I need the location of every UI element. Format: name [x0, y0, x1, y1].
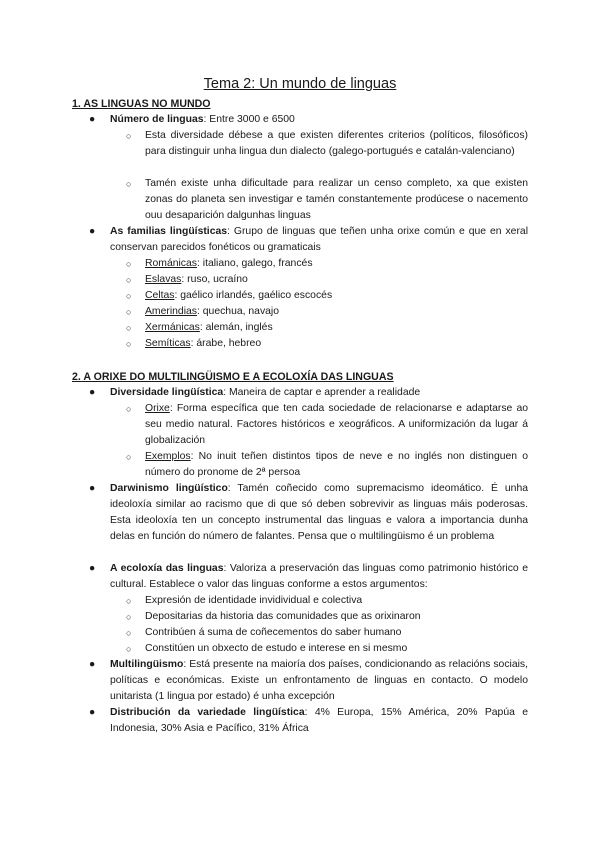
sub-label: Orixe — [145, 403, 170, 414]
sub-bullet-text: : Forma específica que ten cada sociedade de relacionarse e adaptarse ao seu medio natural. Factores históricos e xeográficos. A uniformización da lugar á globalización — [145, 403, 528, 446]
ecoloxia-item-text: Constitúen un obxecto de estudo e interese en si mesmo — [145, 643, 408, 654]
bullet-dot-icon: ● — [89, 659, 96, 670]
familia-item — [126, 304, 528, 320]
bullet-circle-icon: ○ — [126, 323, 132, 333]
bullet-dot-icon: ● — [89, 563, 96, 574]
term-label: A ecoloxía das linguas — [110, 563, 224, 574]
bullet-dot-icon: ● — [89, 483, 96, 494]
term-label: Número de linguas — [110, 114, 204, 125]
term-text: : 4% Europa, 15% América, 20% Papúa e Indonesia, 30% Asia e Pacífico, 31% África — [110, 707, 528, 734]
ecoloxia-item — [126, 593, 528, 609]
bullet-circle-icon: ○ — [126, 452, 132, 462]
familia-text: : ruso, ucraíno — [181, 274, 248, 285]
sub-bullet-text: Esta diversidade débese a que existen diferentes criterios (políticos, filosóficos) para distinguir unha lingua dun dialecto (galego-portugués e catalán-valenciano) — [145, 130, 528, 157]
sub-bullet-exemplos — [126, 449, 528, 481]
bullet-diversidade — [89, 385, 528, 401]
familia-text: : gaélico irlandés, gaélico escocés — [174, 290, 333, 301]
bullet-circle-icon: ○ — [126, 628, 132, 638]
sub-bullet-orixe — [126, 401, 528, 449]
bullet-dot-icon: ● — [89, 707, 96, 718]
bullet-dot-icon: ● — [89, 226, 96, 237]
familia-text: : italiano, galego, francés — [196, 258, 313, 269]
sub-bullet-censo — [126, 176, 528, 224]
term-label: Multilingüismo — [110, 659, 184, 670]
ecoloxia-item-text: Contribúen á suma de coñecementos do saber humano — [145, 627, 402, 638]
bullet-familias — [89, 224, 529, 256]
bullet-circle-icon: ○ — [126, 404, 132, 414]
term-text: : Tamén coñecido como supremacismo ideomático. É unha ideoloxía similar ao racismo que di que só deben sobrevivir as linguas máis poderosas. Esta ideoloxía ten un concepto instrumental das linguas e valora a importancia dunha delas en función do número de falantes. Pensa que o multilingüismo é un problema — [110, 483, 529, 542]
familia-name: Amerindias — [145, 306, 197, 317]
bullet-darwinismo — [89, 481, 529, 545]
bullet-circle-icon: ○ — [126, 179, 132, 189]
familia-text: : quechua, navajo — [196, 306, 280, 317]
familia-item — [126, 272, 528, 288]
familia-text: : alemán, inglés — [199, 322, 273, 333]
familia-name: Eslavas — [145, 274, 182, 285]
ecoloxia-item — [126, 609, 528, 625]
familia-name: Celtas — [145, 290, 175, 301]
bullet-circle-icon: ○ — [126, 612, 132, 622]
familia-name: Románicas — [145, 258, 197, 269]
sub-bullet-text: Tamén existe unha dificultade para realizar un censo completo, xa que existen zonas do planeta sen investigar e tamén constantemente prodúcese o nacemento ouu desaparición dalgunhas linguas — [145, 178, 528, 221]
term-label: Diversidade lingüística — [110, 387, 224, 398]
section-1-heading: 1. AS LINGUAS NO MUNDO — [72, 98, 211, 110]
ecoloxia-item-text: Expresión de identidade invidividual e colectiva — [145, 595, 363, 606]
bullet-circle-icon: ○ — [126, 291, 132, 301]
bullet-ecoloxia — [89, 561, 528, 593]
bullet-distribucion — [89, 705, 528, 737]
term-text: : Valoriza a preservación das linguas como patrimonio histórico e cultural. Establece o valor das linguas conforme a estos argumentos: — [110, 563, 528, 590]
term-label: Darwinismo lingüístico — [110, 483, 228, 494]
term-text: : Entre 3000 e 6500 — [203, 114, 295, 125]
bullet-circle-icon: ○ — [126, 307, 132, 317]
sub-bullet-text: : No inuit teñen distintos tipos de neve e no inglés non distinguen o número do pronome de 2ª persoa — [145, 451, 528, 478]
sub-label: Exemplos — [145, 451, 191, 462]
term-text: : Está presente na maioría dos países, condicionando as relacións sociais, políticas e económicas. Existe un enfrontamento de linguas en contacto. O modelo unitarista (1 lingua por estado) é unha excepción — [110, 659, 528, 702]
term-text: : Maneira de captar e aprender a realidade — [223, 387, 421, 398]
familia-item — [126, 288, 528, 304]
familia-name: Semíticas — [145, 338, 191, 349]
ecoloxia-item — [126, 625, 528, 641]
term-text: : Grupo de linguas que teñen unha orixe común e que en xeral conservan parecidos fonéticos ou gramaticais — [110, 226, 529, 253]
familia-item — [126, 336, 528, 352]
term-label: Distribución da variedade lingüística — [110, 707, 305, 718]
familia-item — [126, 256, 528, 272]
bullet-dot-icon: ● — [89, 114, 96, 125]
bullet-circle-icon: ○ — [126, 259, 132, 269]
bullet-circle-icon: ○ — [126, 131, 132, 141]
ecoloxia-item — [126, 641, 528, 657]
section-2-heading: 2. A ORIXE DO MULTILINGÜISMO E A ECOLOXÍA DAS LINGUAS — [72, 371, 394, 383]
term-label: As familias lingüísticas — [110, 226, 228, 237]
bullet-numero-linguas — [89, 112, 528, 128]
bullet-multilinguismo — [89, 657, 528, 705]
page-title: Tema 2: Un mundo de linguas — [203, 76, 397, 92]
bullet-circle-icon: ○ — [126, 275, 132, 285]
bullet-dot-icon: ● — [89, 387, 96, 398]
familia-item — [126, 320, 528, 336]
bullet-circle-icon: ○ — [126, 644, 132, 654]
familia-text: : árabe, hebreo — [190, 338, 262, 349]
bullet-circle-icon: ○ — [126, 596, 132, 606]
ecoloxia-item-text: Depositarias da historia das comunidades que as orixinaron — [145, 611, 421, 622]
familia-name: Xermánicas — [145, 322, 200, 333]
bullet-circle-icon: ○ — [126, 339, 132, 349]
sub-bullet-diversidade — [126, 128, 528, 160]
